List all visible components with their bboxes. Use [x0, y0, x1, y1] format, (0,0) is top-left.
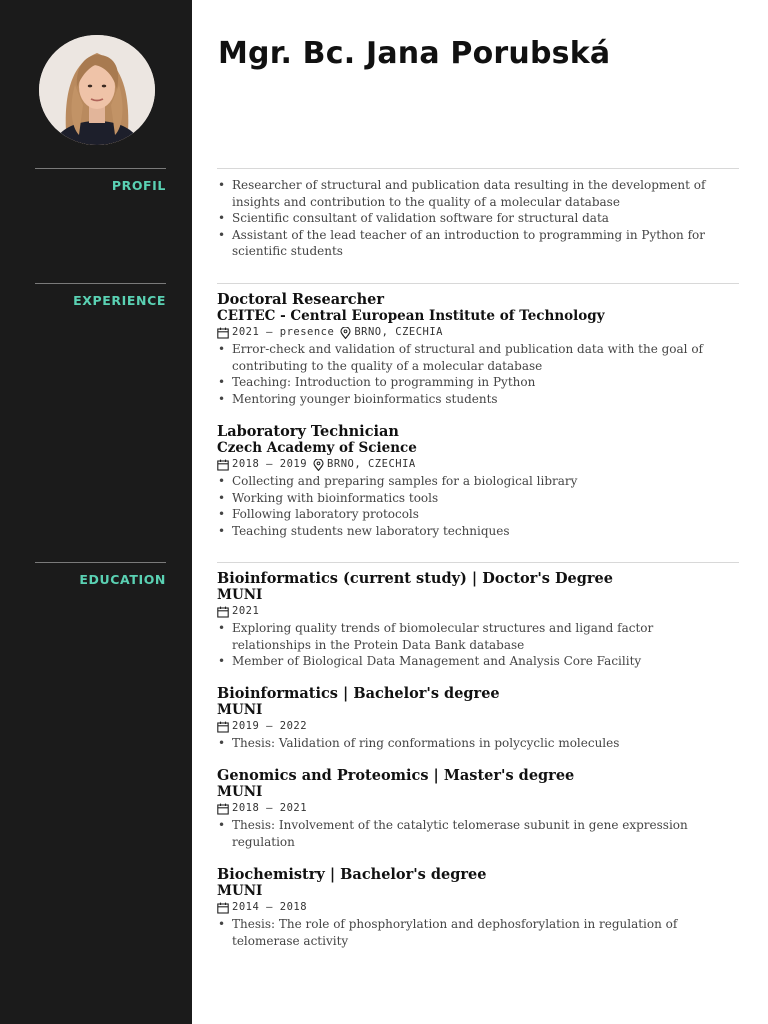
calendar-icon: [217, 606, 229, 618]
degree-title: Biochemistry | Bachelor's degree: [217, 866, 487, 883]
location-pin-icon: [340, 327, 351, 339]
list-item: • Mentoring younger bioinformatics students: [217, 391, 727, 408]
education-entry: [217, 768, 727, 850]
section-divider: [217, 168, 739, 169]
degree-bullets: [217, 916, 727, 949]
job-meta: [217, 324, 727, 341]
employer: CEITEC - Central European Institute of Technology: [217, 308, 605, 324]
section-divider: [217, 283, 739, 284]
list-item: • Following laboratory protocols: [217, 506, 727, 523]
page-title: Mgr. Bc. Jana Porubská: [218, 36, 611, 71]
degree-title: Bioinformatics | Bachelor's degree: [217, 685, 500, 702]
job-bullets: [217, 341, 727, 407]
list-item: • Collecting and preparing samples for a biological library: [217, 473, 727, 490]
job-dates: 2021 – presence: [232, 326, 335, 338]
list-item: • Teaching students new laboratory techniques: [217, 523, 727, 540]
employer: Czech Academy of Science: [217, 440, 417, 456]
job-location: BRNO, CZECHIA: [327, 458, 416, 470]
list-item: • Scientific consultant of validation software for structural data: [217, 210, 727, 227]
job-location: BRNO, CZECHIA: [354, 326, 444, 338]
job-title: Doctoral Researcher: [217, 291, 384, 308]
list-item: • Thesis: Validation of ring conformations in polycyclic molecules: [217, 735, 727, 752]
sidebar: [0, 0, 192, 1024]
list-item: • Teaching: Introduction to programming in Python: [217, 374, 727, 391]
calendar-icon: [217, 459, 229, 471]
list-item: • Exploring quality trends of biomolecular structures and ligand factor relationships in the Protein Data Bank database: [217, 620, 727, 653]
degree-bullets: [217, 735, 727, 752]
degree-dates: 2014 – 2018: [232, 901, 308, 913]
experience-entry: [217, 292, 727, 407]
list-item: • Thesis: The role of phosphorylation and dephosforylation in regulation of telomerase activity: [217, 916, 727, 949]
list-item: • Working with bioinformatics tools: [217, 490, 727, 507]
avatar: [39, 35, 155, 145]
degree-meta: [217, 800, 727, 817]
degree-bullets: [217, 817, 727, 850]
section-label-education: EDUCATION: [79, 572, 166, 587]
calendar-icon: [217, 803, 229, 815]
section-divider: [35, 562, 166, 563]
experience-entry: [217, 424, 727, 539]
school: MUNI: [217, 784, 263, 800]
degree-bullets: [217, 620, 727, 670]
list-item: • Assistant of the lead teacher of an introduction to programming in Python for scientific students: [217, 227, 727, 260]
degree-meta: [217, 603, 727, 620]
section-divider: [217, 562, 739, 563]
degree-meta: [217, 899, 727, 916]
calendar-icon: [217, 721, 229, 733]
job-bullets: [217, 473, 727, 539]
degree-title: Genomics and Proteomics | Master's degree: [217, 767, 575, 784]
job-meta: [217, 456, 727, 473]
list-item: • Researcher of structural and publication data resulting in the development of insights and contribution to the quality of a molecular database: [217, 177, 727, 210]
calendar-icon: [217, 902, 229, 914]
degree-dates: 2019 – 2022: [232, 720, 308, 732]
degree-dates: 2018 – 2021: [232, 802, 308, 814]
school: MUNI: [217, 587, 263, 603]
job-dates: 2018 – 2019: [232, 458, 308, 470]
education-entry: [217, 867, 727, 949]
profile-list: [217, 177, 727, 260]
list-item: • Thesis: Involvement of the catalytic telomerase subunit in gene expression regulation: [217, 817, 727, 850]
section-label-profile: PROFIL: [111, 178, 166, 193]
profile-photo: [39, 35, 155, 145]
section-divider: [35, 168, 166, 169]
education-entry: [217, 571, 727, 670]
list-item: • Member of Biological Data Management and Analysis Core Facility: [217, 653, 727, 670]
calendar-icon: [217, 327, 229, 339]
job-title: Laboratory Technician: [217, 423, 399, 440]
section-divider: [35, 283, 166, 284]
degree-meta: [217, 718, 727, 735]
degree-title: Bioinformatics (current study) | Doctor's Degree: [217, 570, 614, 587]
section-label-experience: EXPERIENCE: [73, 293, 166, 308]
location-pin-icon: [313, 459, 324, 471]
list-item: • Error-check and validation of structural and publication data with the goal of contributing to the quality of a molecular database: [217, 341, 727, 374]
degree-dates: 2021: [232, 605, 260, 617]
education-entry: [217, 686, 727, 752]
school: MUNI: [217, 702, 263, 718]
school: MUNI: [217, 883, 263, 899]
profile-section: [217, 177, 727, 260]
